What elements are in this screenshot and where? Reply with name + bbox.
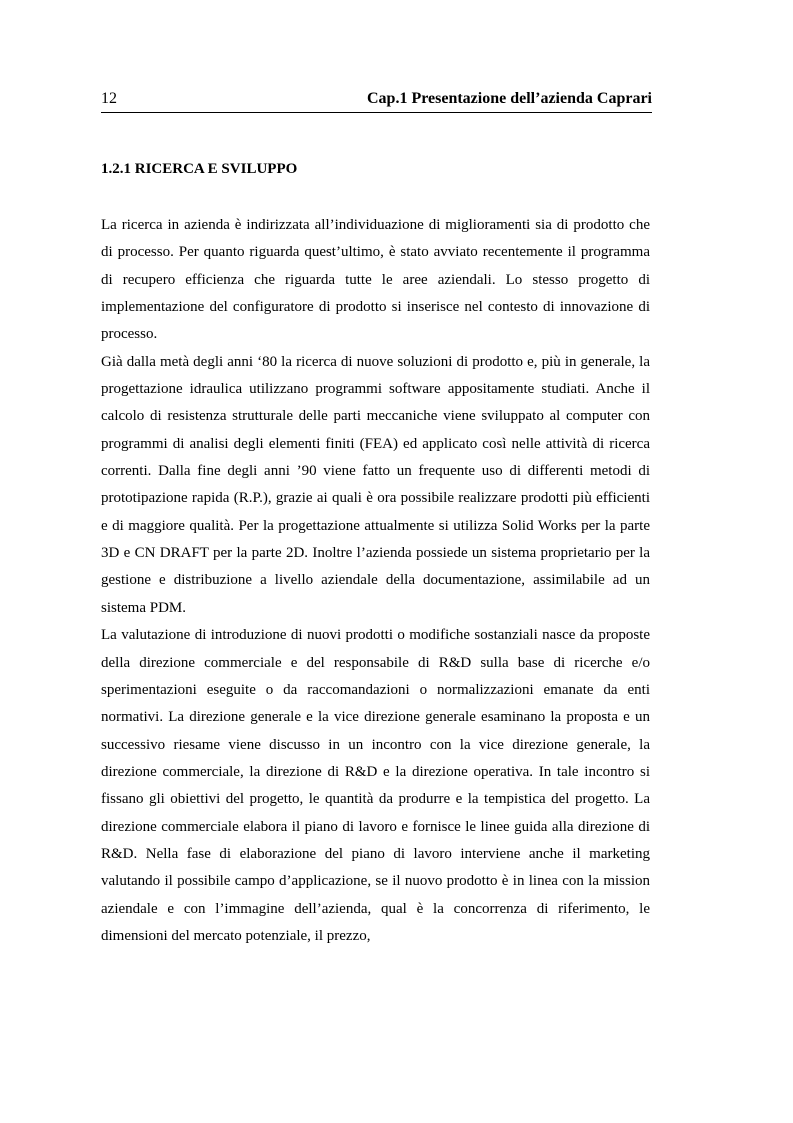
header-rule [101, 112, 652, 113]
paragraph-3: La valutazione di introduzione di nuovi prodotti o modifiche sostanziali nasce da proposte della direzione commerciale e del responsabile di R&D sulla base di ricerche e/o sperimentazioni eseguite o da raccomandazioni o normalizzazioni emanate da enti normativi. La direzione generale e la vice direzione generale esaminano la proposta e un successivo riesame viene discusso in un incontro con la vice direzione generale, la direzione commerciale, la direzione di R&D e la direzione operativa. In tale incontro si fissano gli obiettivi del progetto, le quantità da produrre e la tempistica del progetto. La direzione commerciale elabora il piano di lavoro e fornisce le linee guida alla direzione di R&D. Nella fase di elaborazione del piano di lavoro interviene anche il marketing valutando il possibile campo d’applicazione, se il nuovo prodotto è in linea con la mission aziendale e con l’immagine dell’azienda, qual è la concorrenza di riferimento, le dimensioni del mercato potenziale, il prezzo, [101, 627, 650, 944]
body-text [101, 212, 650, 950]
section-heading: 1.2.1 RICERCA E SVILUPPO [101, 161, 298, 177]
running-header [101, 88, 652, 110]
page-number: 12 [101, 90, 117, 107]
paragraph-1: La ricerca in azienda è indirizzata all’individuazione di miglioramenti sia di prodotto che di processo. Per quanto riguarda quest’ultimo, è stato avviato recentemente il programma di recupero efficienza che riguarda tutte le aree aziendali. Lo stesso progetto di implementazione del configuratore di prodotto si inserisce nel contesto di innovazione di processo. [101, 217, 650, 343]
chapter-title: Cap.1 Presentazione dell’azienda Caprari [366, 90, 652, 107]
paragraph-2: Già dalla metà degli anni ‘80 la ricerca di nuove soluzioni di prodotto e, più in generale, la progettazione idraulica utilizzano programmi software appositamente studiati. Anche il calcolo di resistenza strutturale delle parti meccaniche viene sviluppato al computer con programmi di analisi degli elementi finiti (FEA) ed applicato così nelle attività di ricerca correnti. Dalla fine degli anni ’90 viene fatto un frequente uso di differenti metodi di prototipazione rapida (R.P.), grazie ai quali è ora possibile realizzare prodotti più efficienti e di maggiore qualità. Per la progettazione attualmente si utilizza Solid Works per la parte 3D e CN DRAFT per la parte 2D. Inoltre l’azienda possiede un sistema proprietario per la gestione e distribuzione a livello aziendale della documentazione, assimilabile ad un sistema PDM. [101, 353, 650, 616]
